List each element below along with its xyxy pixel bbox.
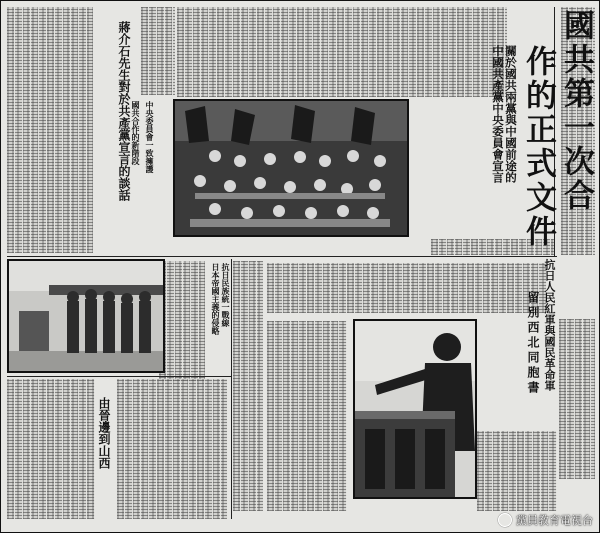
watermark-text: 黨員教育電視台 xyxy=(516,514,593,527)
speaker-photo-image xyxy=(355,321,475,497)
text-column-block xyxy=(233,261,263,511)
text-column-block xyxy=(559,319,595,479)
text-column-block xyxy=(159,261,205,381)
main-headline-line2: 作的正式文件 xyxy=(520,45,556,249)
subheadline-line1: 關於國共兩黨與中國前途的 xyxy=(504,45,518,183)
left-headline: 蔣介石先生對於共產黨宣言的談話 xyxy=(117,21,131,201)
column-rule xyxy=(7,376,231,377)
crowd-photo xyxy=(173,99,409,237)
right-headline-line1: 抗日人民紅軍與國民革命軍 xyxy=(543,259,556,391)
text-column-block xyxy=(117,379,227,519)
small-head: 國共合作的新階段 xyxy=(131,101,141,165)
small-head: 日本帝國主義的侵略 xyxy=(211,263,221,335)
small-head: 抗日民族統一戰線 xyxy=(221,263,231,327)
text-column-block xyxy=(477,431,557,511)
text-column-block xyxy=(7,7,93,253)
subheadline-line2: 中國共產黨中央委員會宣言 xyxy=(491,45,505,183)
soldiers-photo-image xyxy=(9,261,163,371)
text-column-block xyxy=(267,321,347,511)
watermark xyxy=(498,512,593,528)
column-rule xyxy=(231,259,232,519)
small-head: 中央委員會一致擁護 xyxy=(145,101,155,173)
main-headline-line1: 國共第一次合 xyxy=(558,9,594,213)
soldiers-photo xyxy=(7,259,165,373)
broadcast-logo-icon xyxy=(498,513,512,527)
column-rule xyxy=(7,256,557,257)
right-headline-line2: 留別西北同胞書 xyxy=(526,291,540,396)
text-column-block xyxy=(267,263,547,313)
bottom-left-headline: 由晉邊到山西 xyxy=(97,397,111,469)
text-column-block xyxy=(177,7,507,97)
speaker-photo xyxy=(353,319,477,499)
text-column-block xyxy=(7,379,95,519)
text-column-block xyxy=(141,7,175,95)
crowd-photo-image xyxy=(175,101,407,235)
